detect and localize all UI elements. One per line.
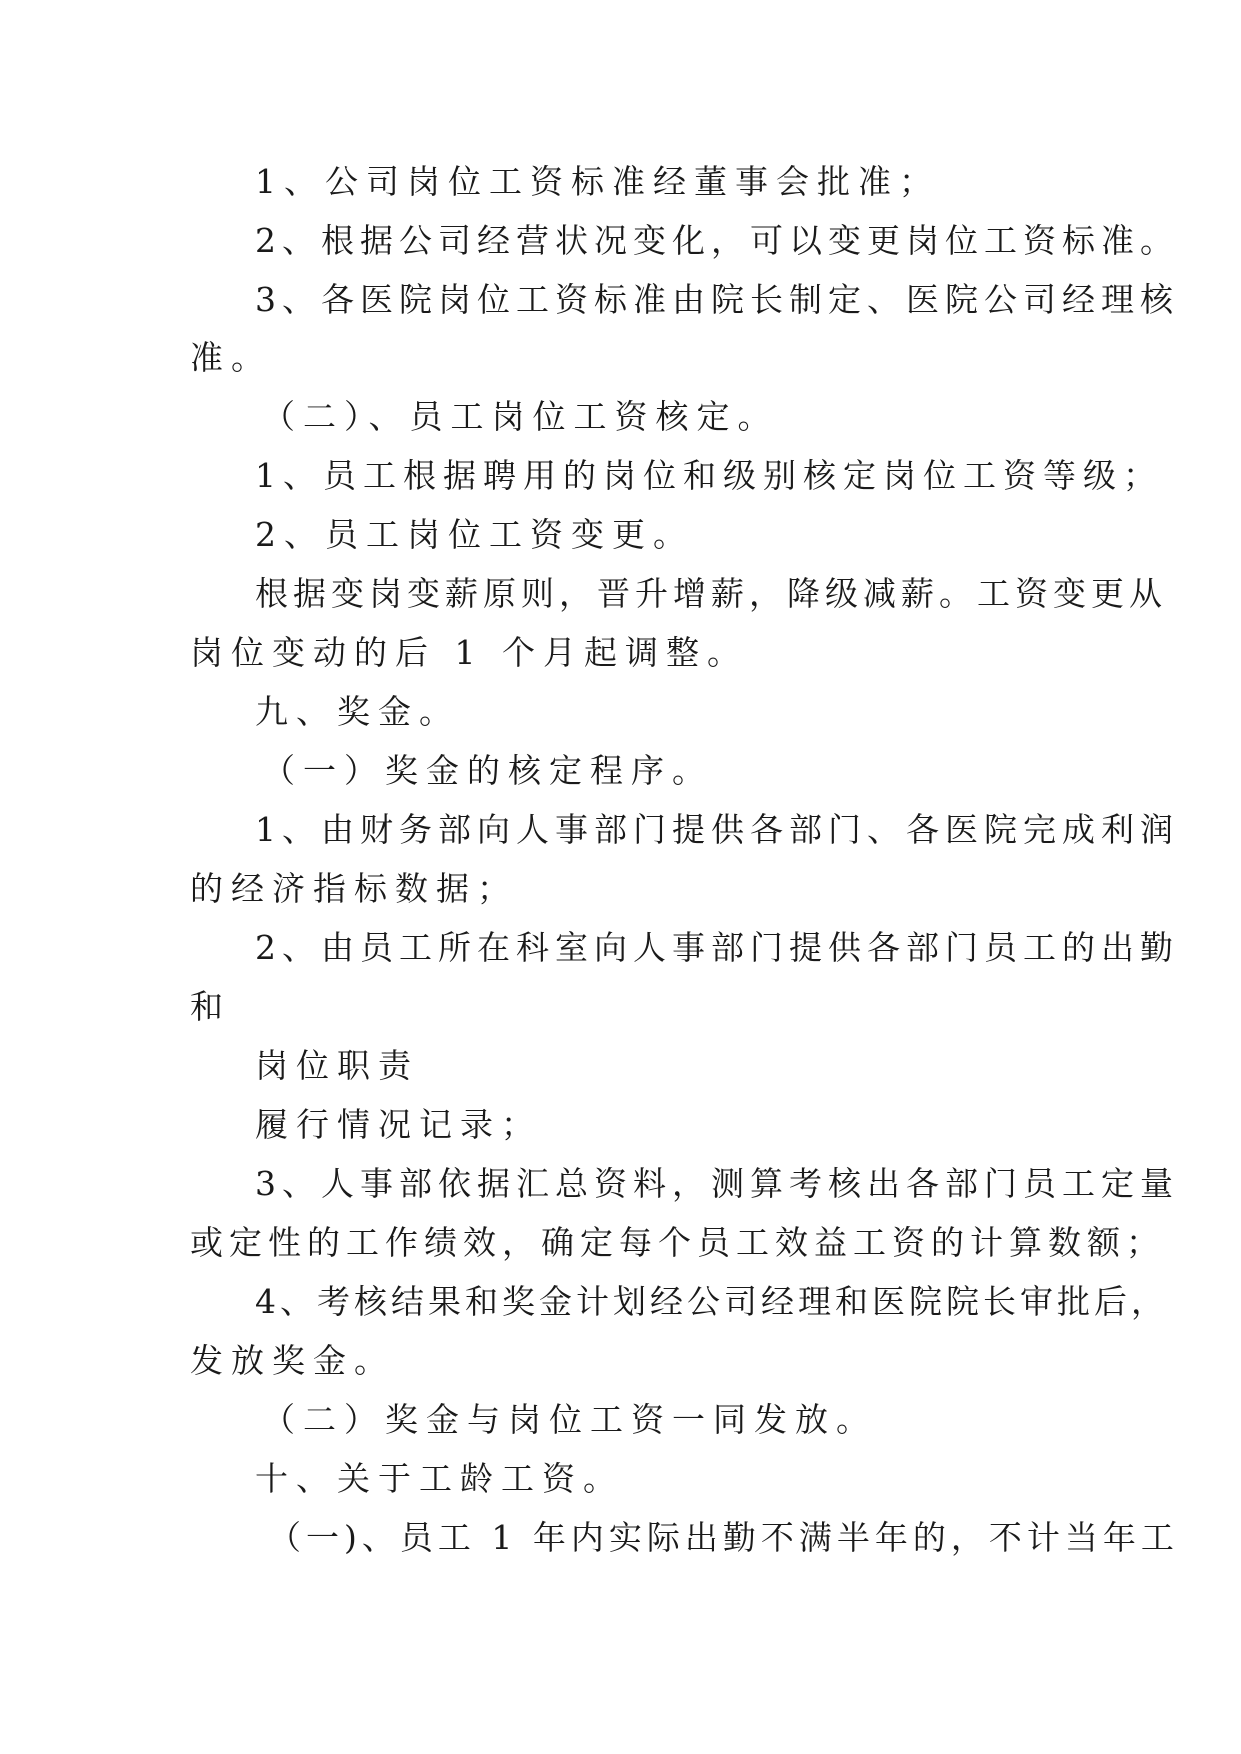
paragraph-line: 根据变岗变薪原则，晋升增薪，降级减薪。工资变更从 <box>255 574 1167 613</box>
paragraph-line: 2、员工岗位工资变更。 <box>255 515 694 554</box>
paragraph-line: （一)、员工 1 年内实际出勤不满半年的，不计当年工 <box>268 1518 1179 1557</box>
paragraph-line: 1、由财务部向人事部门提供各部门、各医院完成利润 <box>255 810 1179 849</box>
paragraph-line: 岗位变动的后 1 个月起调整。 <box>190 633 748 672</box>
paragraph-line: 1、员工根据聘用的岗位和级别核定岗位工资等级； <box>255 456 1163 495</box>
section-heading: 十、关于工龄工资。 <box>255 1459 624 1498</box>
paragraph-line: 的经济指标数据； <box>190 869 518 908</box>
paragraph-line: 或定性的工作绩效，确定每个员工效益工资的计算数额； <box>190 1223 1165 1262</box>
section-heading: （二）、员工岗位工资核定。 <box>262 397 779 436</box>
paragraph-line: 履行情况记录； <box>255 1105 542 1144</box>
paragraph-line: 发放奖金。 <box>190 1341 395 1380</box>
paragraph-line: 2、根据公司经营状况变化，可以变更岗位工资标准。 <box>255 221 1179 260</box>
section-heading: 九、奖金。 <box>255 692 460 731</box>
paragraph-line: 准。 <box>190 338 272 377</box>
paragraph-line: 1、公司岗位工资标准经董事会批准； <box>255 162 940 201</box>
paragraph-line: 3、人事部依据汇总资料，测算考核出各部门员工定量 <box>255 1164 1179 1203</box>
section-heading: （一）奖金的核定程序。 <box>262 751 713 790</box>
paragraph-line: 岗位职责 <box>255 1046 419 1085</box>
paragraph-line: 4、考核结果和奖金计划经公司经理和医院院长审批后， <box>255 1282 1168 1321</box>
section-heading: （二）奖金与岗位工资一同发放。 <box>262 1400 877 1439</box>
paragraph-line: 2、由员工所在科室向人事部门提供各部门员工的出勤 <box>255 928 1179 967</box>
paragraph-line: 和 <box>190 987 231 1026</box>
paragraph-line: 3、各医院岗位工资标准由院长制定、医院公司经理核 <box>255 280 1179 319</box>
